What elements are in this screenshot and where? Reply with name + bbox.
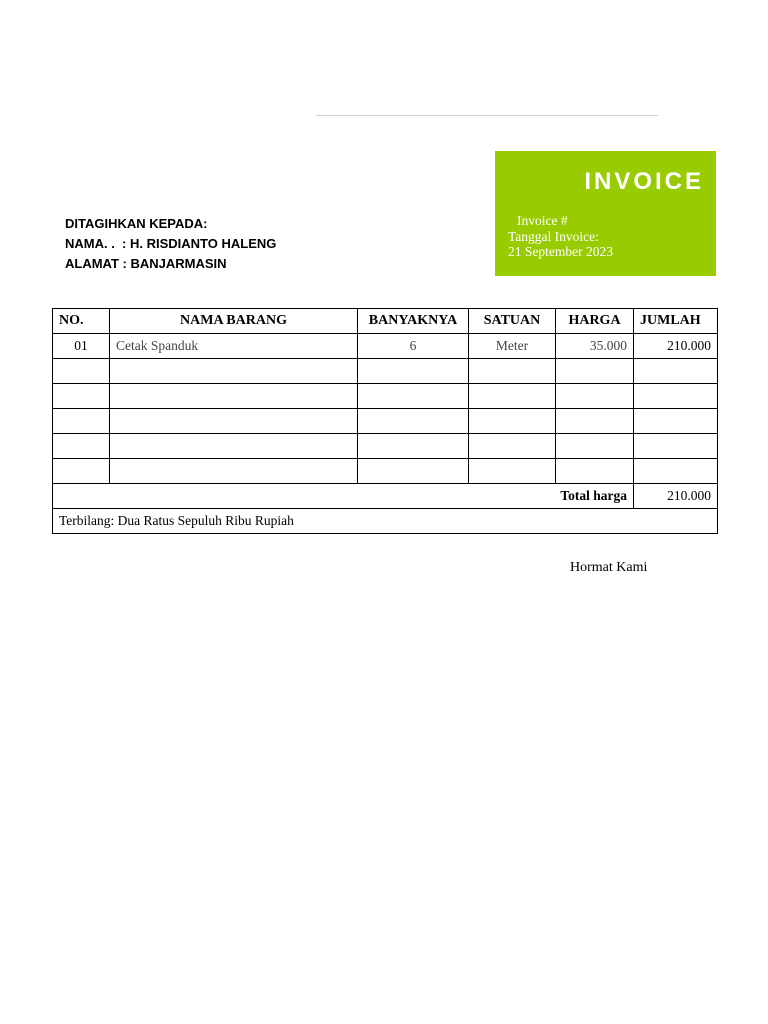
amount-in-words-row: [53, 509, 718, 534]
cell-item-name: Cetak Spanduk: [110, 334, 358, 359]
cell-price: [556, 434, 634, 459]
header-item-name: NAMA BARANG: [110, 309, 358, 334]
invoice-date-label: Tanggal Invoice:: [508, 229, 599, 244]
bill-to-name: NAMA. . : H. RISDIANTO HALENG: [65, 236, 277, 251]
cell-no: 01: [53, 334, 110, 359]
total-row: [53, 484, 718, 509]
cell-no: [53, 359, 110, 384]
cell-amount: [634, 384, 718, 409]
bill-to-section: [65, 214, 276, 274]
table-row: [53, 409, 718, 434]
cell-unit: [469, 409, 556, 434]
cell-no: [53, 409, 110, 434]
cell-unit: [469, 359, 556, 384]
cell-price: [556, 384, 634, 409]
amount-in-words: Terbilang: Dua Ratus Sepuluh Ribu Rupiah: [53, 509, 718, 534]
cell-unit: [469, 384, 556, 409]
invoice-date: 21 September 2023: [508, 244, 613, 259]
table-row: [53, 384, 718, 409]
cell-amount: [634, 434, 718, 459]
cell-quantity: 6: [358, 334, 469, 359]
table-header-row: [53, 309, 718, 334]
cell-amount: [634, 359, 718, 384]
cell-item-name: [110, 434, 358, 459]
cell-no: [53, 459, 110, 484]
bill-to-address: ALAMAT : BANJARMASIN: [65, 256, 227, 271]
header-unit: SATUAN: [469, 309, 556, 334]
top-divider: [316, 115, 658, 116]
cell-quantity: [358, 409, 469, 434]
cell-unit: [469, 434, 556, 459]
cell-quantity: [358, 459, 469, 484]
cell-quantity: [358, 434, 469, 459]
table-row: [53, 359, 718, 384]
total-label: Total harga: [53, 484, 634, 509]
cell-item-name: [110, 409, 358, 434]
header-no: NO.: [53, 309, 110, 334]
cell-item-name: [110, 384, 358, 409]
table-row: [53, 434, 718, 459]
bill-to-heading: DITAGIHKAN KEPADA:: [65, 216, 208, 231]
cell-quantity: [358, 384, 469, 409]
cell-unit: [469, 459, 556, 484]
cell-price: [556, 359, 634, 384]
cell-price: 35.000: [556, 334, 634, 359]
cell-item-name: [110, 359, 358, 384]
header-quantity: BANYAKNYA: [358, 309, 469, 334]
cell-item-name: [110, 459, 358, 484]
invoice-title: INVOICE: [584, 168, 704, 195]
cell-price: [556, 409, 634, 434]
cell-unit: Meter: [469, 334, 556, 359]
cell-price: [556, 459, 634, 484]
signoff: Hormat Kami: [570, 560, 648, 575]
cell-amount: [634, 459, 718, 484]
invoice-number-label: Invoice #: [517, 213, 568, 228]
items-table: [52, 308, 718, 534]
cell-no: [53, 434, 110, 459]
header-price: HARGA: [556, 309, 634, 334]
header-amount: JUMLAH: [634, 309, 718, 334]
total-value: 210.000: [634, 484, 718, 509]
table-row: [53, 459, 718, 484]
invoice-header-box: [495, 151, 716, 276]
cell-amount: [634, 409, 718, 434]
cell-quantity: [358, 359, 469, 384]
cell-amount: 210.000: [634, 334, 718, 359]
cell-no: [53, 384, 110, 409]
table-row: [53, 334, 718, 359]
